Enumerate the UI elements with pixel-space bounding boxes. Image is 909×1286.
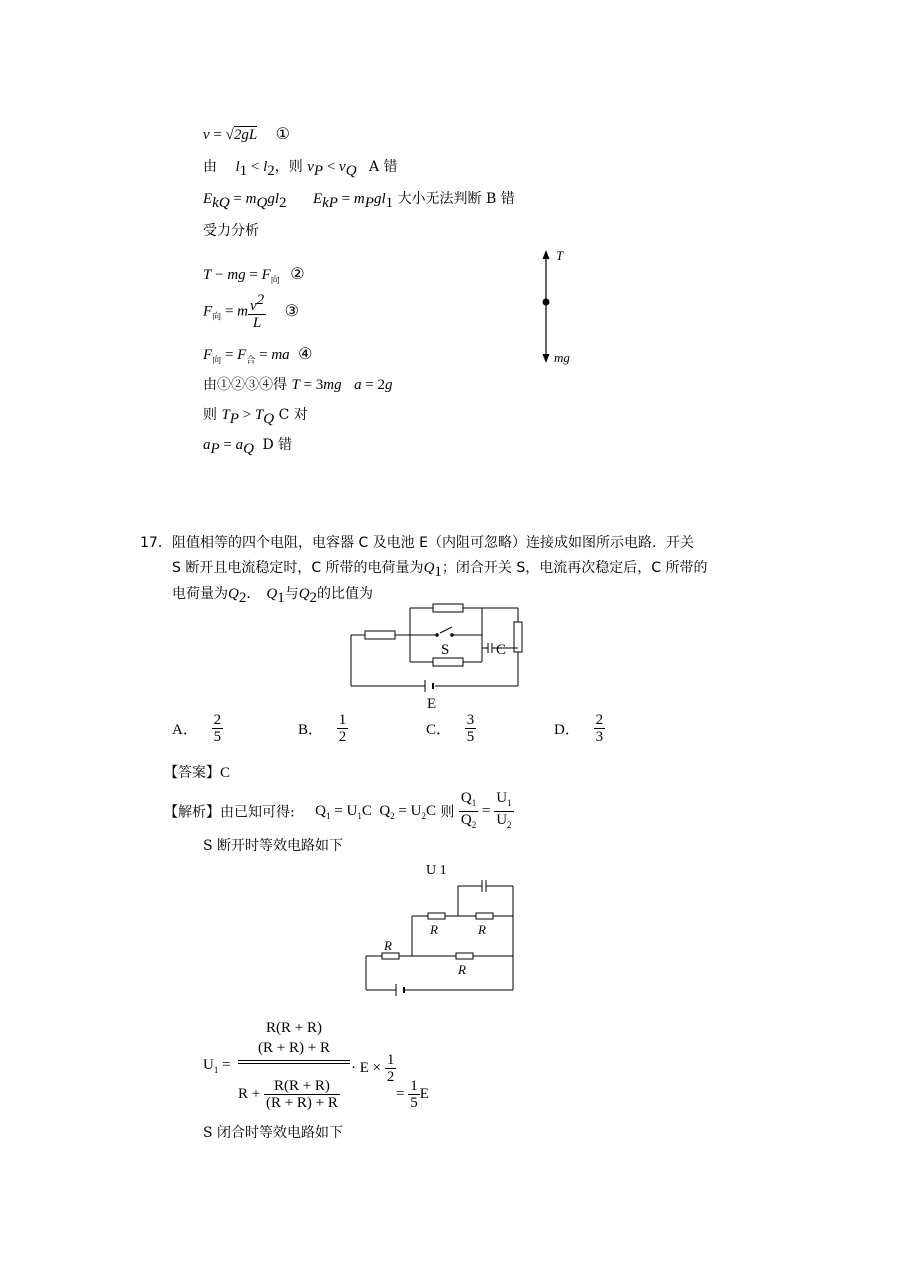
resistor-label: R xyxy=(478,922,486,937)
analysis-line: 【解析】由已知可得: $Q_1 = U_1C$ $Q_2 = U_2C$ 则 $\frac{Q_1}{Q_2}$ = $\frac{U_1}{U_2}$ xyxy=(164,790,512,830)
solution-line-3: $E_{kQ} = m_Qgl_2$ $E_{kP} = m_Pgl_1$ 大小无法判断 B 错 xyxy=(203,191,515,211)
resistor-left xyxy=(365,631,395,639)
equation-3: $F_向 = m$ $\frac{v^2}{L}$ ③ xyxy=(203,292,299,331)
u1-formula-denominator: R + $\frac{R(R + R)}{(R + R) + R}$ xyxy=(238,1078,338,1111)
option-a[interactable]: A． $\frac{2}{5}$ xyxy=(172,712,222,745)
tension-label: T xyxy=(556,248,564,263)
circled-number: ① xyxy=(275,124,291,143)
u1-formula-fraction: R(R + R) (R + R) + R xyxy=(238,1018,350,1064)
equation-4: $F_向 = F_合$ = ma ④ xyxy=(203,344,313,366)
answer-line: 【答案】C xyxy=(164,765,231,781)
solution-line-8: 由①②③④得 T = 3mg a = 2g xyxy=(203,377,393,393)
resistor-top xyxy=(433,604,463,612)
option-c[interactable]: C． $\frac{3}{5}$ xyxy=(426,712,475,745)
resistor-bottom xyxy=(433,658,463,666)
solution-line-2: 由 $l_1 < l_2$，则 $v_P < v_Q$ A 错 xyxy=(203,159,398,179)
battery-label: E xyxy=(427,696,437,712)
analysis-open-caption: S 断开时等效电路如下 xyxy=(203,838,344,854)
u1-formula-result: = $\frac{1}{5}$ E xyxy=(396,1078,429,1111)
analysis-closed-caption: S 闭合时等效电路如下 xyxy=(203,1125,344,1141)
solution-line-10: $a_P = a_Q$ D 错 xyxy=(203,437,293,457)
equivalent-circuit-open xyxy=(360,858,520,998)
question-line-1: 阻值相等的四个电阻，电容器 C 及电池 E（内阻可忽略）连接成如图所示电路．开关 xyxy=(172,535,694,551)
resistor-label: R xyxy=(384,938,392,953)
switch-label: S xyxy=(441,642,450,658)
resistor-label: R xyxy=(430,922,438,937)
u1-formula-tail: · E × $\frac{1}{2}$ xyxy=(351,1052,395,1085)
solution-line-9: 则 $T_P > T_Q$ C 对 xyxy=(203,407,308,427)
question-number: 17． xyxy=(140,535,172,551)
force-diagram xyxy=(530,245,580,370)
option-d[interactable]: D． $\frac{2}{3}$ xyxy=(554,712,604,745)
equation-2: T − mg = $F_向$ ② xyxy=(203,264,305,286)
question-line-3: 电荷量为$Q_2$． $Q_1$与$Q_2$的比值为 xyxy=(172,586,374,606)
u1-formula-left: $U_1$ = xyxy=(203,1057,231,1075)
solution-line-4: 受力分析 xyxy=(203,223,259,239)
solution-line-1: v = √2gL ① xyxy=(203,124,291,143)
u1-label: U 1 xyxy=(426,863,447,878)
capacitor-label: C xyxy=(496,642,507,658)
option-b[interactable]: B． $\frac{1}{2}$ xyxy=(298,712,347,745)
question-line-2: S 断开且电流稳定时，C 所带的电荷量为$Q_1$；闭合开关 S，电流再次稳定后，C 所带的 xyxy=(172,560,708,580)
resistor-label: R xyxy=(458,962,466,977)
gravity-label: mg xyxy=(554,350,570,365)
question-circuit xyxy=(345,600,530,712)
